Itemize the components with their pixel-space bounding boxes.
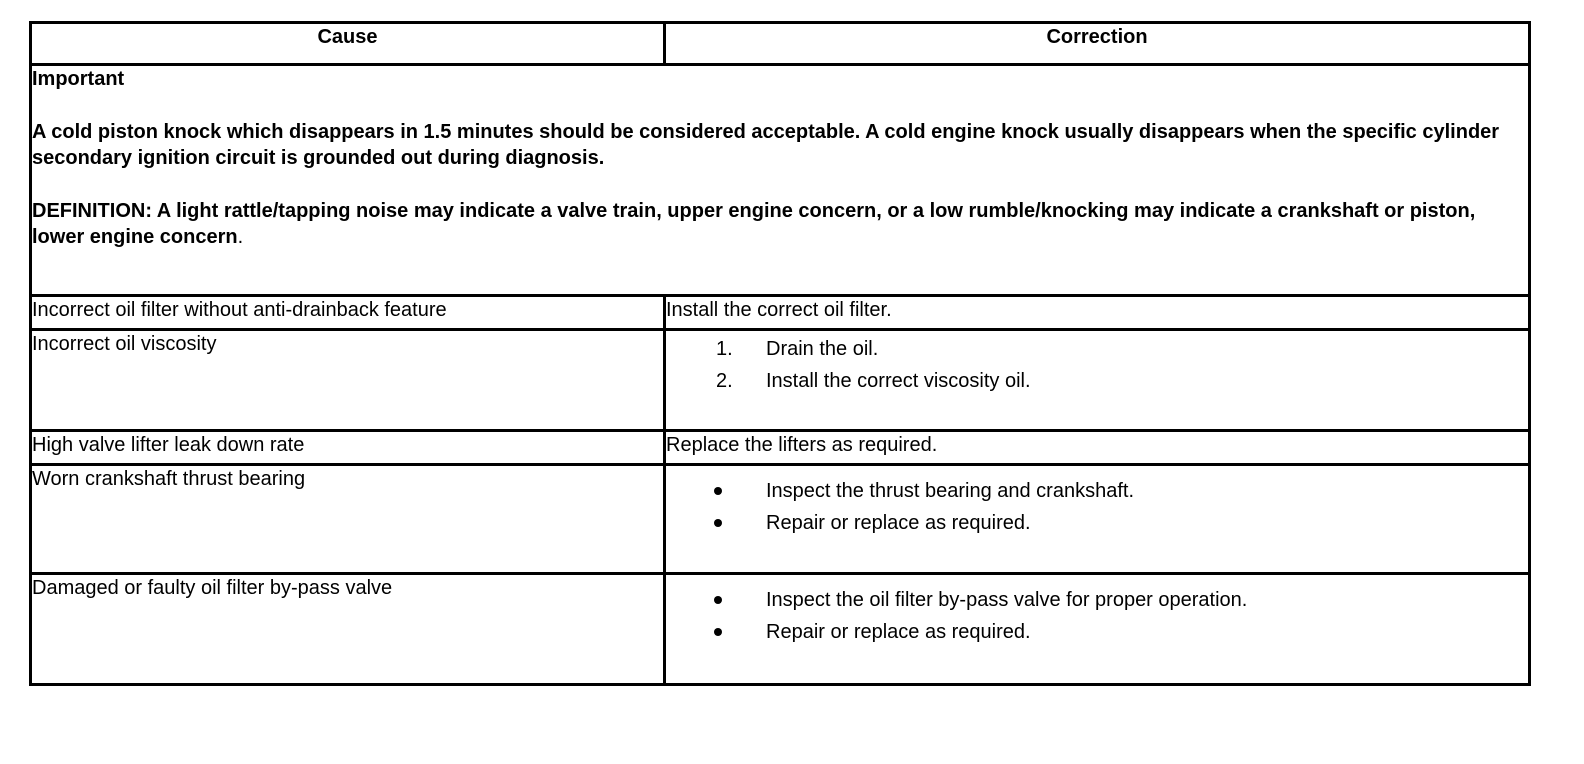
correction-cell: [665, 574, 1530, 685]
important-paragraph-1: A cold piston knock which disappears in 1.5 minutes should be considered acceptable. A cold engine knock usually disappears when the specific cylinder secondary ignition circuit is grounded out during diagnosis.: [32, 121, 1500, 169]
step-number: 2.: [716, 370, 733, 392]
correction-bullet: [666, 616, 1528, 648]
bullet-icon: [714, 628, 722, 636]
bullet-text: Repair or replace as required.: [766, 512, 1031, 534]
correction-cell: [665, 465, 1530, 574]
correction-column-header: Correction: [665, 23, 1530, 65]
bullet-text: Repair or replace as required.: [766, 621, 1031, 643]
cause-cell: High valve lifter leak down rate: [31, 431, 665, 465]
table-row: [31, 431, 1530, 465]
correction-bullets: [666, 475, 1528, 539]
bullet-text: Inspect the oil filter by-pass valve for proper operation.: [766, 589, 1248, 611]
correction-step: [666, 333, 1528, 365]
diagnostic-table: [29, 21, 1531, 686]
definition-text: DEFINITION: A light rattle/tapping noise may indicate a valve train, upper engine concern, or a low rumble/knocking may indicate a crankshaft or piston, lower engine concern: [32, 200, 1476, 248]
bullet-text: Inspect the thrust bearing and crankshaft.: [766, 480, 1134, 502]
step-text: Install the correct viscosity oil.: [766, 370, 1031, 392]
important-title: Important: [32, 68, 125, 90]
cause-cell: Incorrect oil filter without anti-drainback feature: [31, 296, 665, 330]
cause-column-header: Cause: [31, 23, 665, 65]
cause-cell: Damaged or faulty oil filter by-pass valve: [31, 574, 665, 685]
important-note: [31, 65, 1530, 296]
correction-bullet: [666, 584, 1528, 616]
correction-bullet: [666, 507, 1528, 539]
correction-bullets: [666, 584, 1528, 648]
table-row: [31, 330, 1530, 431]
correction-bullet: [666, 475, 1528, 507]
correction-steps: [666, 333, 1528, 397]
bullet-icon: [714, 596, 722, 604]
table-row: [31, 574, 1530, 685]
header-row: [31, 23, 1530, 65]
definition-period: .: [237, 226, 244, 248]
cause-cell: Worn crankshaft thrust bearing: [31, 465, 665, 574]
cause-cell: Incorrect oil viscosity: [31, 330, 665, 431]
step-number: 1.: [716, 338, 733, 360]
table-row: [31, 296, 1530, 330]
correction-step: [666, 365, 1528, 397]
important-note-row: [31, 65, 1530, 296]
correction-cell: Install the correct oil filter.: [665, 296, 1530, 330]
table-row: [31, 465, 1530, 574]
correction-cell: Replace the lifters as required.: [665, 431, 1530, 465]
important-paragraph-2: [32, 198, 1528, 250]
correction-cell: [665, 330, 1530, 431]
bullet-icon: [714, 519, 722, 527]
step-text: Drain the oil.: [766, 338, 879, 360]
bullet-icon: [714, 487, 722, 495]
